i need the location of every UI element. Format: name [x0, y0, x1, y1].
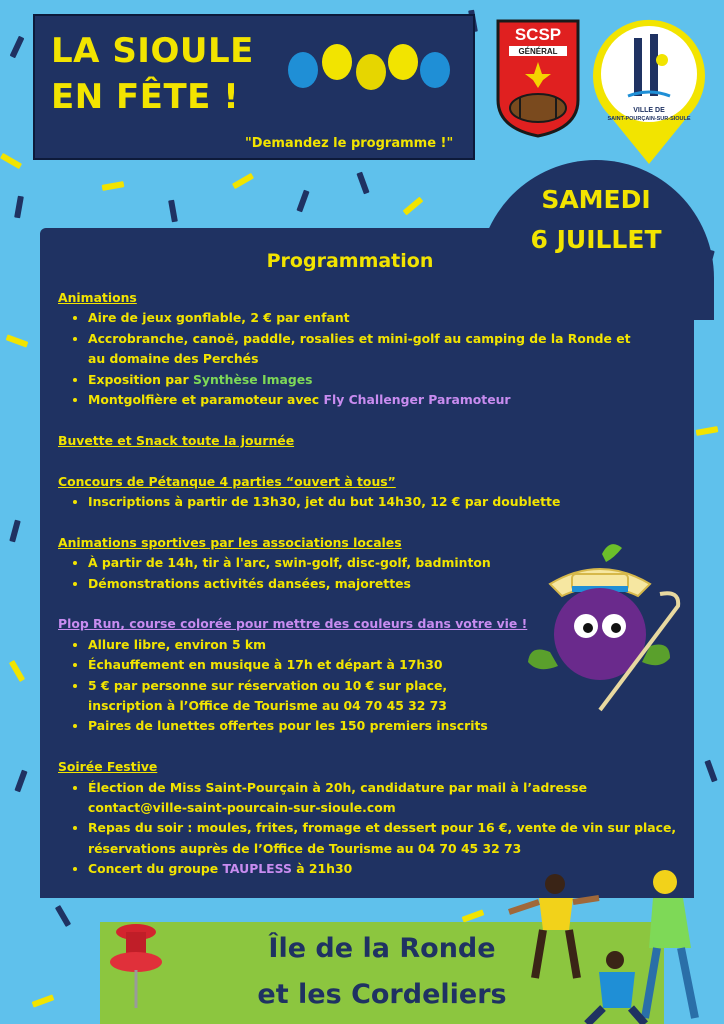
list-item — [88, 390, 678, 410]
section-soiree — [58, 757, 678, 879]
location-line-2: et les Cordeliers — [257, 979, 507, 1010]
program-title: Programmation — [266, 250, 434, 272]
balloons-illustration — [285, 44, 465, 114]
list-item-text: Concert du groupe — [88, 861, 223, 877]
svg-text:GÉNÉRAL: GÉNÉRAL — [518, 47, 558, 56]
club-crest-logo — [495, 18, 581, 138]
list-item: • Inscriptions à partir de 13h30, jet du but 14h30, 12 € par doublette — [88, 492, 678, 512]
title-line-2: EN FÊTE ! — [51, 77, 240, 117]
section-heading: Concours de Pétanque 4 parties “ouvert à tous” — [58, 473, 396, 489]
section-heading: Animations — [58, 290, 137, 305]
list-item — [88, 370, 678, 390]
svg-text:SCSP: SCSP — [514, 25, 562, 44]
partner-name: Fly Challenger Paramoteur — [323, 392, 511, 408]
section-heading: Soirée Festive — [58, 759, 158, 775]
event-subtitle: "Demandez le programme !" — [245, 136, 454, 151]
band-name: TAUPLESS — [222, 861, 292, 877]
date-day: SAMEDI — [541, 185, 651, 214]
list-item: • 5 € par personne sur réservation ou 10 € sur place, inscription à l’Office de Tourisme au 04 70 45 32 73 — [88, 676, 508, 717]
section-buvette — [58, 431, 678, 451]
exhibitor-name: Synthèse Images — [192, 371, 313, 387]
list-item: • Repas du soir : moules, frites, fromage et dessert pour 16 €, vente de vin sur place, réservations auprès de l’Office de Tourisme au 04 70 45 32 73 — [88, 818, 678, 859]
section-petanque — [58, 472, 678, 513]
list-item: • Allure libre, environ 5 km — [88, 635, 508, 655]
list-item: • Échauffement en musique à 17h et départ à 17h30 — [88, 655, 508, 675]
list-item: • Démonstrations activités dansées, majorettes — [88, 574, 678, 594]
event-date — [480, 180, 712, 260]
title-line-1: LA SIOULE — [51, 31, 254, 71]
animations-list — [58, 308, 678, 410]
section-heading: Animations sportives par les associations locales — [58, 534, 402, 550]
section-heading: Plop Run, course colorée pour mettre des couleurs dans votre vie ! — [58, 616, 528, 632]
grape-mascot-illustration — [510, 534, 690, 714]
list-item: • Accrobranche, canoë, paddle, rosalies et mini-golf au camping de la Ronde et au domaine des Perchés — [88, 329, 678, 370]
date-month: 6 JUILLET — [530, 225, 662, 254]
petanque-list — [58, 492, 678, 512]
dancers-illustration — [495, 868, 724, 1024]
list-item-text: Montgolfière et paramoteur avec — [88, 392, 324, 408]
list-item-text: à 21h30 — [291, 861, 353, 877]
list-item: • Paires de lunettes offertes pour les 150 premiers inscrits — [88, 716, 678, 736]
list-item: • À partir de 14h, tir à l'arc, swin-golf, disc-golf, badminton — [88, 553, 678, 573]
soiree-list — [58, 778, 678, 880]
svg-text:SAINT-POURÇAIN-SUR-SIOULE: SAINT-POURÇAIN-SUR-SIOULE — [607, 116, 691, 122]
section-animations — [58, 288, 678, 410]
section-heading: Buvette et Snack toute la journée — [58, 432, 295, 448]
event-title — [51, 28, 254, 120]
svg-text:VILLE DE: VILLE DE — [633, 107, 665, 114]
location-line-1: Île de la Ronde — [268, 933, 496, 964]
list-item: • Élection de Miss Saint-Pourçain à 20h, candidature par mail à l’adresse contact@ville-saint-pourcain-sur-sioule.com — [88, 778, 678, 819]
town-pin-logo — [590, 16, 708, 166]
list-item-text: Exposition par — [88, 371, 193, 387]
list-item: • Aire de jeux gonflable, 2 € par enfant — [88, 308, 678, 328]
